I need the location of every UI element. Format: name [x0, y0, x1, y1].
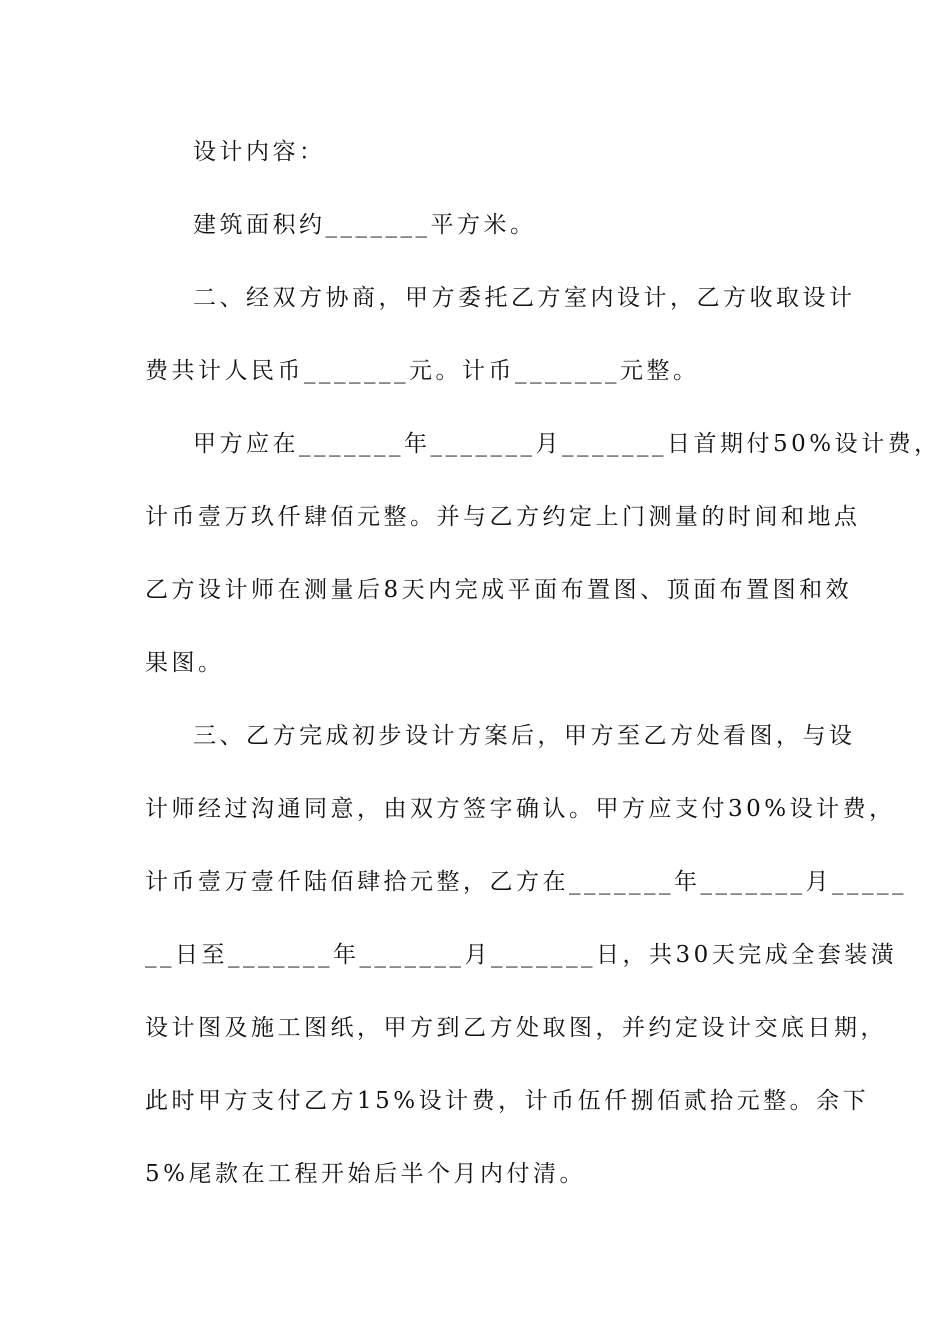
line-schedule: __日至_______年_______月_______日，共30天完成全套装潢 [145, 942, 898, 968]
line-second-payment-amount: 计币壹万壹仟陆佰肆拾元整，乙方在_______年_______月_____ [145, 869, 907, 895]
line-fee-total: 费共计人民币_______元。计币_______元整。 [145, 358, 700, 384]
line-final-payment: 5%尾款在工程开始后半个月内付清。 [145, 1161, 586, 1187]
line-renderings: 果图。 [145, 650, 225, 676]
line-second-payment: 计师经过沟通同意，由双方签字确认。甲方应支付30%设计费， [145, 796, 896, 822]
line-first-payment: 甲方应在_______年_______月_______日首期付50%设计费， [193, 431, 941, 457]
line-design-content: 设计内容： [193, 139, 326, 165]
line-first-payment-amount: 计币壹万玖仟肆佰元整。并与乙方约定上门测量的时间和地点 [145, 504, 861, 530]
line-clause-three-start: 三、乙方完成初步设计方案后，甲方至乙方处看图，与设 [193, 723, 856, 749]
line-building-area: 建筑面积约_______平方米。 [193, 212, 537, 238]
line-drawings: 设计图及施工图纸，甲方到乙方处取图，并约定设计交底日期， [145, 1015, 887, 1041]
line-clause-two-start: 二、经双方协商，甲方委托乙方室内设计，乙方收取设计 [193, 285, 856, 311]
line-third-payment: 此时甲方支付乙方15%设计费，计币伍仟捌佰贰拾元整。余下 [145, 1088, 870, 1114]
line-measurement: 乙方设计师在测量后8天内完成平面布置图、顶面布置图和效 [145, 577, 853, 603]
